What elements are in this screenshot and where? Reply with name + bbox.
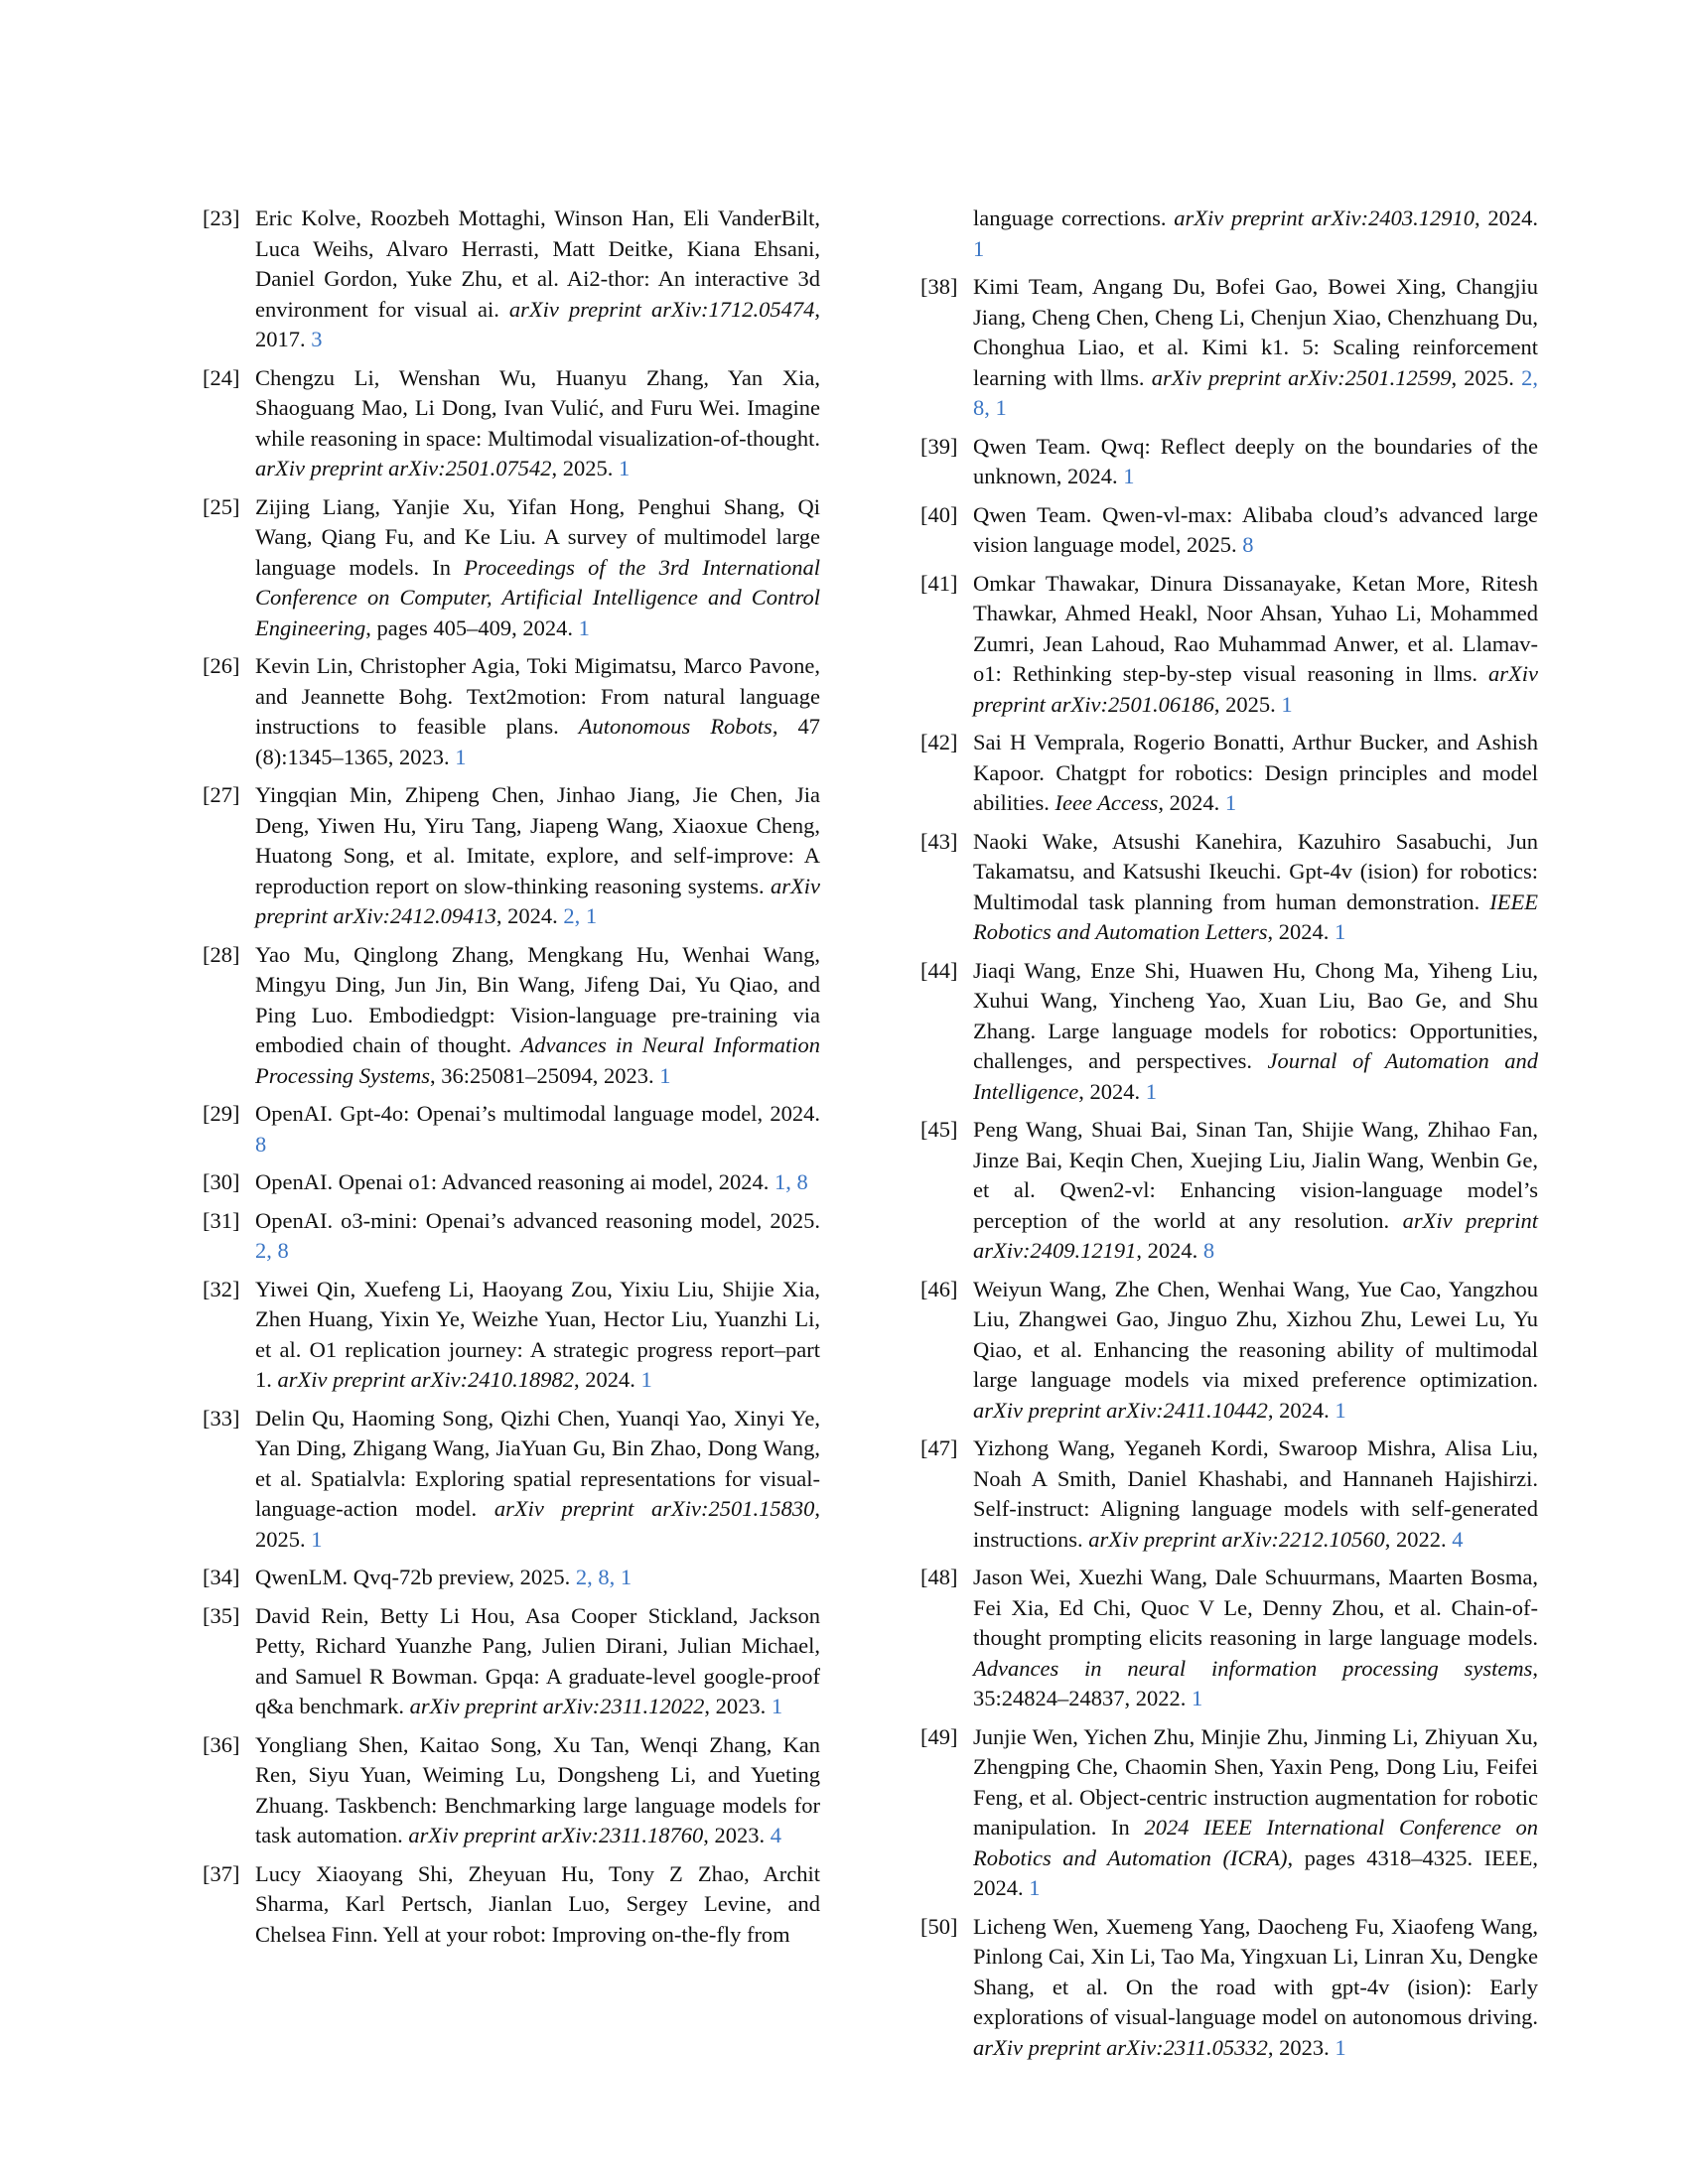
reference-year: , 2022. bbox=[1384, 1526, 1453, 1552]
reference-body bbox=[973, 1275, 1538, 1427]
backref-link[interactable]: 1, 8 bbox=[774, 1169, 808, 1194]
reference-venue: Proceedings of the 3rd International Conference on Computer, Artificial Intelligence and Control Engineering bbox=[255, 554, 820, 640]
reference-venue: arXiv preprint arXiv:2501.15830 bbox=[493, 1496, 815, 1521]
reference-body bbox=[255, 651, 820, 772]
reference-body bbox=[255, 1730, 820, 1851]
reference-body bbox=[255, 780, 820, 932]
reference-text: Weiyun Wang, Zhe Chen, Wenhai Wang, Yue Cao, Yangzhou Liu, Zhangwei Gao, Jinguo Zhu, Xizhou Zhu, Lewei Lu, Yu Qiao, et al. Enhancing the reasoning ability of multimodal large language models via mixed preference optimization. bbox=[973, 1276, 1538, 1392]
reference-body bbox=[973, 500, 1538, 561]
backref-link[interactable]: 8 bbox=[255, 1131, 267, 1157]
reference-year: , 2024. bbox=[1267, 919, 1335, 944]
backref-link[interactable]: 2, 8 bbox=[255, 1238, 289, 1263]
reference-number: [35] bbox=[203, 1602, 240, 1628]
reference-venue: 2024 IEEE International Conference on Robotics and Automation (ICRA) bbox=[973, 1815, 1538, 1870]
backref-link[interactable]: 8 bbox=[1202, 1238, 1215, 1263]
reference-text: QwenLM. Qvq-72b preview, 2025. bbox=[255, 1565, 576, 1589]
reference-text: Kimi Team, Angang Du, Bofei Gao, Bowei Xing, Changjiu Jiang, Cheng Chen, Cheng Li, Chenjun Xiao, Chenzhuang Du, Chonghua Liao, et al. Kimi k1. 5: Scaling reinforcement learning with llms. bbox=[973, 274, 1538, 390]
reference-text: Jason Wei, Xuezhi Wang, Dale Schuurmans, Maarten Bosma, Fei Xia, Ed Chi, Quoc V Le, Denny Zhou, et al. Chain-of-thought prompting elicits reasoning in large language models. bbox=[973, 1565, 1538, 1650]
reference-text: Yizhong Wang, Yeganeh Kordi, Swaroop Mishra, Alisa Liu, Noah A Smith, Daniel Khashabi, and Hannaneh Hajishirzi. Self-instruct: Aligning language models with self-generated instructions. bbox=[973, 1435, 1538, 1552]
reference-year: , 2025. bbox=[551, 456, 620, 480]
reference-venue: Journal of Automation and Intelligence bbox=[973, 1048, 1538, 1104]
reference-body bbox=[973, 1433, 1538, 1555]
reference-entry bbox=[920, 728, 1538, 819]
reference-year: , 2023. bbox=[1267, 2034, 1336, 2060]
backref-link[interactable]: 4 bbox=[770, 1823, 781, 1847]
reference-entry bbox=[203, 363, 820, 484]
reference-number: [40] bbox=[920, 501, 958, 527]
backref-link[interactable]: 4 bbox=[1452, 1526, 1464, 1552]
reference-number: [31] bbox=[203, 1207, 240, 1233]
reference-entry bbox=[203, 651, 820, 772]
reference-entry bbox=[203, 1206, 820, 1267]
reference-number: [26] bbox=[203, 653, 240, 678]
reference-number: [48] bbox=[920, 1565, 958, 1589]
reference-year: , pages 4318–4325. IEEE, 2024. bbox=[973, 1844, 1538, 1900]
reference-body bbox=[255, 492, 820, 644]
reference-body bbox=[255, 1099, 820, 1160]
reference-entry bbox=[920, 1563, 1538, 1714]
reference-number: [29] bbox=[203, 1101, 240, 1126]
reference-number: [36] bbox=[203, 1731, 240, 1757]
reference-body bbox=[973, 1115, 1538, 1267]
reference-entry bbox=[920, 956, 1538, 1108]
reference-venue: Ieee Access bbox=[1055, 790, 1159, 815]
reference-year: , pages 405–409, 2024. bbox=[365, 614, 579, 640]
reference-number: [25] bbox=[203, 493, 240, 519]
reference-year: , 2024. bbox=[1475, 205, 1539, 230]
reference-entry bbox=[203, 1859, 820, 1951]
reference-text: Kevin Lin, Christopher Agia, Toki Migimatsu, Marco Pavone, and Jeannette Bohg. Text2motion: From natural language instructions to feasible plans. bbox=[255, 653, 820, 739]
reference-body bbox=[255, 1167, 820, 1198]
backref-link[interactable]: 1 bbox=[1029, 1875, 1041, 1900]
reference-text: Yao Mu, Qinglong Zhang, Mengkang Hu, Wenhai Wang, Mingyu Ding, Jun Jin, Bin Wang, Jifeng Dai, Yu Qiao, and Ping Luo. Embodiedgpt: Vision-language pre-training via embodied chain of thought. bbox=[255, 941, 820, 1057]
reference-body bbox=[255, 940, 820, 1092]
reference-venue: Autonomous Robots bbox=[578, 714, 773, 739]
reference-venue: arXiv preprint arXiv:2501.07542 bbox=[255, 456, 552, 480]
reference-entry bbox=[920, 1722, 1538, 1904]
reference-venue: arXiv preprint arXiv:1712.05474 bbox=[508, 296, 815, 322]
reference-text: Lucy Xiaoyang Shi, Zheyuan Hu, Tony Z Zhao, Archit Sharma, Karl Pertsch, Jianlan Luo, Sergey Levine, and Chelsea Finn. Yell at your robot: Improving on-the-fly from bbox=[255, 1860, 820, 1947]
backref-link[interactable]: 1 bbox=[640, 1367, 652, 1392]
reference-text: Yiwei Qin, Xuefeng Li, Haoyang Zou, Yixiu Liu, Shijie Xia, Zhen Huang, Yixin Ye, Weizhe Yuan, Hector Liu, Yuanzhi Li, et al. O1 replication journey: A strategic progress report–part 1. bbox=[255, 1276, 820, 1392]
reference-number: [44] bbox=[920, 957, 958, 983]
backref-link[interactable]: 1 bbox=[1224, 790, 1237, 815]
reference-body bbox=[255, 1859, 820, 1951]
reference-venue: arXiv preprint arXiv:2311.05332 bbox=[973, 2034, 1268, 2060]
reference-year: , 2025. bbox=[255, 1496, 820, 1552]
reference-number: [37] bbox=[203, 1860, 240, 1886]
backref-link[interactable]: 1 bbox=[973, 235, 985, 261]
reference-entry bbox=[920, 272, 1538, 424]
reference-text: Peng Wang, Shuai Bai, Sinan Tan, Shijie Wang, Zhihao Fan, Jinze Bai, Keqin Chen, Xuejing Liu, Jialin Wang, Wenbin Ge, et al. Qwen2-vl: Enhancing vision-language model’s perception of the world at any resolution. bbox=[973, 1117, 1538, 1233]
reference-text: OpenAI. Openai o1: Advanced reasoning ai model, 2024. bbox=[255, 1169, 774, 1194]
reference-entry bbox=[203, 780, 820, 932]
reference-number: [23] bbox=[203, 205, 240, 230]
reference-entry bbox=[203, 204, 820, 355]
reference-continuation bbox=[973, 204, 1538, 264]
reference-text: Yingqian Min, Zhipeng Chen, Jinhao Jiang, Jie Chen, Jia Deng, Yiwen Hu, Yiru Tang, Jiapeng Wang, Xiaoxue Cheng, Huatong Song, et al. Imitate, explore, and self-improve: A reproduction report on slow-thinking reasoning systems. bbox=[255, 782, 820, 898]
reference-text: Jiaqi Wang, Enze Shi, Huawen Hu, Chong Ma, Yiheng Liu, Xuhui Wang, Yincheng Yao, Xuan Liu, Bao Ge, and Shu Zhang. Large language models for robotics: Opportunities, challenges, and perspectives. bbox=[973, 957, 1538, 1073]
reference-body bbox=[973, 569, 1538, 721]
reference-number: [38] bbox=[920, 274, 958, 299]
reference-text: David Rein, Betty Li Hou, Asa Cooper Stickland, Jackson Petty, Richard Yuanzhe Pang, Julien Dirani, Julian Michael, and Samuel R Bowman. Gpqa: A graduate-level google-proof q&a benchmark. bbox=[255, 1602, 820, 1718]
reference-year: , 2025. bbox=[1213, 691, 1282, 717]
reference-entry bbox=[203, 1099, 820, 1160]
reference-text: Eric Kolve, Roozbeh Mottaghi, Winson Han, Eli VanderBilt, Luca Weihs, Alvaro Herrasti, Matt Deitke, Kiana Ehsani, Daniel Gordon, Yuke Zhu, et al. Ai2-thor: An interactive 3d environment for visual ai. bbox=[255, 205, 820, 322]
backref-link[interactable]: 2, 8, 1 bbox=[973, 364, 1539, 420]
reference-text: Licheng Wen, Xuemeng Yang, Daocheng Fu, Xiaofeng Wang, Pinlong Cai, Xin Li, Tao Ma, Yingxuan Li, Linran Xu, Dengke Shang, et al. On the road with gpt-4v (ision): Early explorations of visual-language model on autonomous driving. bbox=[973, 1913, 1538, 2029]
reference-number: [39] bbox=[920, 433, 958, 459]
reference-number: [30] bbox=[203, 1169, 240, 1194]
reference-venue: arXiv preprint arXiv:2311.18760 bbox=[408, 1823, 704, 1847]
reference-venue: Advances in Neural Information Processing Systems bbox=[255, 1032, 820, 1088]
reference-venue: arXiv preprint arXiv:2212.10560 bbox=[1088, 1526, 1385, 1552]
reference-year: , 47 (8):1345–1365, 2023. bbox=[255, 714, 820, 769]
reference-year: , 2024. bbox=[574, 1367, 641, 1392]
reference-number: [50] bbox=[920, 1913, 958, 1939]
backref-link[interactable]: 1 bbox=[1281, 691, 1293, 717]
reference-text: OpenAI. o3-mini: Openai’s advanced reasoning model, 2025. bbox=[255, 1207, 820, 1233]
reference-entry bbox=[203, 492, 820, 644]
reference-year: , 2023. bbox=[703, 1823, 771, 1847]
reference-text: Omkar Thawakar, Dinura Dissanayake, Ketan More, Ritesh Thawkar, Ahmed Heakl, Noor Ahsan, Yuhao Li, Mohammed Zumri, Jean Lahoud, Rao Muhammad Anwer, et al. Llamav-o1: Rethinking step-by-step visual reasoning in llms. bbox=[973, 570, 1538, 686]
reference-body bbox=[973, 956, 1538, 1108]
reference-entry bbox=[203, 1563, 820, 1593]
reference-body bbox=[973, 272, 1538, 424]
reference-entry bbox=[203, 1404, 820, 1556]
reference-body bbox=[255, 1206, 820, 1267]
reference-body bbox=[255, 1601, 820, 1722]
reference-text: Qwen Team. Qwen-vl-max: Alibaba cloud’s advanced large vision language model, 2025. bbox=[973, 501, 1538, 557]
reference-year: , 36:25081–25094, 2023. bbox=[430, 1062, 660, 1088]
backref-link[interactable]: 1 bbox=[1334, 919, 1346, 944]
backref-link[interactable]: 1 bbox=[1145, 1078, 1157, 1104]
reference-year: , 2024. bbox=[1158, 790, 1225, 815]
reference-venue: arXiv preprint arXiv:2403.12910 bbox=[1174, 205, 1476, 230]
reference-text: Qwen Team. Qwq: Reflect deeply on the boundaries of the unknown, 2024. bbox=[973, 433, 1538, 488]
reference-body bbox=[973, 1912, 1538, 2064]
reference-text: Junjie Wen, Yichen Zhu, Minjie Zhu, Jinming Li, Zhiyuan Xu, Zhengping Che, Chaomin Shen, Yaxin Peng, Dong Liu, Feifei Feng, et al. Object-centric instruction augmentation for robotic manipulation. In bbox=[973, 1723, 1538, 1840]
backref-link[interactable]: 1 bbox=[1335, 1397, 1346, 1423]
reference-entry bbox=[203, 940, 820, 1092]
reference-venue: arXiv preprint arXiv:2409.12191 bbox=[973, 1207, 1538, 1263]
reference-body bbox=[255, 1563, 820, 1593]
reference-text: Naoki Wake, Atsushi Kanehira, Kazuhiro Sasabuchi, Jun Takamatsu, and Katsushi Ikeuchi. Gpt-4v (ision) for robotics: Multimodal task planning from human demonstration. bbox=[973, 828, 1538, 914]
reference-entry bbox=[920, 827, 1538, 948]
reference-number: [33] bbox=[203, 1405, 240, 1431]
reference-body bbox=[973, 1722, 1538, 1904]
reference-body bbox=[973, 728, 1538, 819]
reference-number: [34] bbox=[203, 1565, 240, 1589]
references-left-column bbox=[203, 204, 820, 1958]
backref-link[interactable]: 1 bbox=[619, 456, 631, 480]
reference-text: Chengzu Li, Wenshan Wu, Huanyu Zhang, Yan Xia, Shaoguang Mao, Li Dong, Ivan Vulić, and Furu Wei. Imagine while reasoning in space: Multimodal visualization-of-thought. bbox=[255, 364, 820, 451]
backref-link[interactable]: 1 bbox=[1335, 2034, 1346, 2060]
reference-text: language corrections. bbox=[973, 205, 1175, 230]
reference-year: , 2024. bbox=[1267, 1397, 1336, 1423]
backref-link[interactable]: 2, 8, 1 bbox=[575, 1565, 633, 1589]
reference-number: [24] bbox=[203, 364, 240, 390]
reference-entry bbox=[920, 1115, 1538, 1267]
reference-entry bbox=[920, 1275, 1538, 1427]
reference-entry bbox=[203, 1730, 820, 1851]
reference-venue: arXiv preprint arXiv:2501.06186 bbox=[973, 661, 1538, 717]
backref-link[interactable]: 2, 1 bbox=[563, 903, 598, 928]
reference-number: [28] bbox=[203, 941, 240, 967]
reference-number: [49] bbox=[920, 1723, 958, 1749]
reference-number: [27] bbox=[203, 782, 240, 807]
reference-text: Delin Qu, Haoming Song, Qizhi Chen, Yuanqi Yao, Xinyi Ye, Yan Ding, Zhigang Wang, JiaYuan Gu, Bin Zhao, Dong Wang, et al. Spatialvla: Exploring spatial representations for visual-language-action model. bbox=[255, 1405, 820, 1521]
reference-entry bbox=[920, 500, 1538, 561]
reference-number: [42] bbox=[920, 730, 958, 754]
reference-year: , 2024. bbox=[1078, 1078, 1146, 1104]
backref-link[interactable]: 8 bbox=[1242, 532, 1254, 557]
reference-entry bbox=[203, 1167, 820, 1198]
reference-venue: arXiv preprint arXiv:2410.18982 bbox=[277, 1367, 575, 1392]
reference-year: , 2023. bbox=[704, 1694, 772, 1718]
reference-year: , 2017. bbox=[255, 296, 820, 351]
reference-entry bbox=[203, 1275, 820, 1396]
reference-body bbox=[255, 204, 820, 355]
reference-number: [43] bbox=[920, 828, 958, 854]
reference-text: Sai H Vemprala, Rogerio Bonatti, Arthur Bucker, and Ashish Kapoor. Chatgpt for robotics: Design principles and model abilities. bbox=[973, 730, 1538, 815]
backref-link[interactable]: 1 bbox=[1123, 464, 1135, 488]
reference-text: OpenAI. Gpt-4o: Openai’s multimodal language model, 2024. bbox=[255, 1101, 820, 1126]
reference-venue: arXiv preprint arXiv:2411.10442 bbox=[973, 1397, 1268, 1423]
reference-venue: Advances in neural information processing systems bbox=[973, 1655, 1533, 1681]
reference-number: [41] bbox=[920, 570, 958, 596]
reference-body bbox=[255, 363, 820, 484]
backref-link[interactable]: 3 bbox=[311, 327, 323, 351]
reference-body bbox=[255, 1275, 820, 1396]
reference-entry bbox=[920, 1912, 1538, 2064]
backref-link[interactable]: 1 bbox=[578, 614, 590, 640]
reference-number: [45] bbox=[920, 1117, 958, 1142]
reference-venue: IEEE Robotics and Automation Letters bbox=[973, 888, 1538, 944]
backref-link[interactable]: 1 bbox=[771, 1694, 783, 1718]
reference-body bbox=[973, 432, 1538, 492]
reference-year: , 2024. bbox=[1136, 1238, 1203, 1263]
reference-body bbox=[973, 827, 1538, 948]
reference-year: , 2024. bbox=[495, 903, 564, 928]
backref-link[interactable]: 1 bbox=[311, 1526, 323, 1552]
reference-number: [46] bbox=[920, 1276, 958, 1301]
reference-venue: arXiv preprint arXiv:2311.12022 bbox=[409, 1694, 705, 1718]
reference-number: [47] bbox=[920, 1435, 958, 1460]
references-right-column bbox=[920, 204, 1538, 2071]
reference-text: Zijing Liang, Yanjie Xu, Yifan Hong, Penghui Shang, Qi Wang, Qiang Fu, and Ke Liu. A survey of multimodel large language models. In bbox=[255, 493, 820, 580]
backref-link[interactable]: 1 bbox=[1192, 1686, 1203, 1710]
reference-entry bbox=[920, 432, 1538, 492]
reference-venue: arXiv preprint arXiv:2501.12599 bbox=[1151, 364, 1452, 390]
reference-entry bbox=[203, 1601, 820, 1722]
reference-body bbox=[255, 1404, 820, 1556]
reference-venue: arXiv preprint arXiv:2412.09413 bbox=[255, 873, 820, 928]
reference-entry bbox=[920, 569, 1538, 721]
reference-text: Yongliang Shen, Kaitao Song, Xu Tan, Wenqi Zhang, Kan Ren, Siyu Yuan, Weiming Lu, Dongsheng Li, and Yueting Zhuang. Taskbench: Benchmarking large language models for task automation. bbox=[255, 1731, 820, 1847]
reference-year: , 2025. bbox=[1451, 364, 1522, 390]
reference-entry bbox=[920, 1433, 1538, 1555]
backref-link[interactable]: 1 bbox=[659, 1062, 671, 1088]
reference-year: , 35:24824–24837, 2022. bbox=[973, 1655, 1538, 1710]
backref-link[interactable]: 1 bbox=[455, 744, 467, 769]
reference-number: [32] bbox=[203, 1276, 240, 1301]
reference-body bbox=[973, 1563, 1538, 1714]
